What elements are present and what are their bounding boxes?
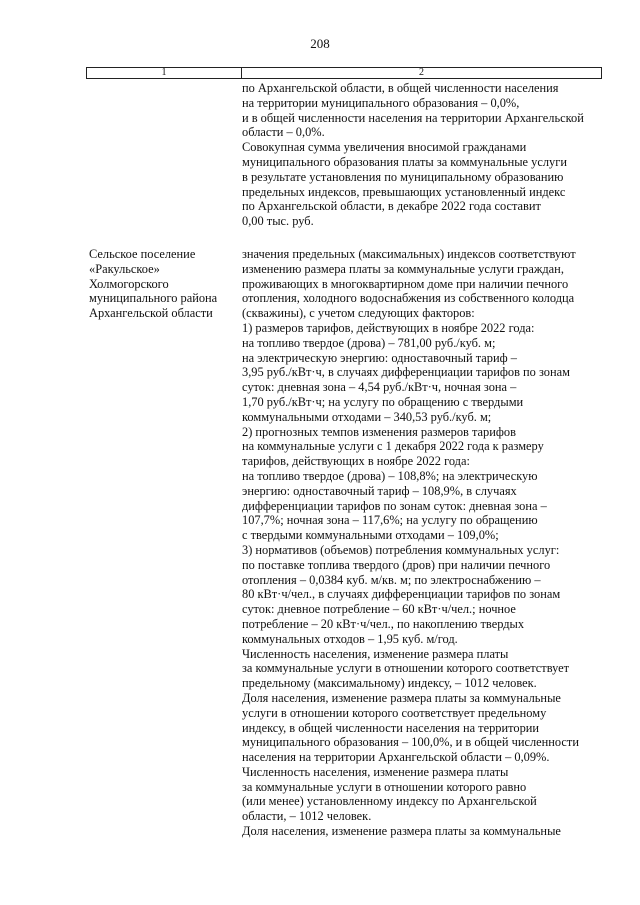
table-header-row [86, 67, 602, 79]
text-line: дифференциации тарифов по зонам суток: дневная зона – [242, 498, 547, 513]
text-line: энергию: одноставочный тариф – 108,9%, в случаях [242, 483, 517, 498]
text-line: изменению размера платы за коммунальные услуги граждан, [242, 261, 564, 276]
text-line: предельному (максимальному) индексу, – 1012 человек. [242, 676, 537, 691]
text-line: значения предельных (максимальных) индексов соответствуют [242, 247, 576, 261]
text-line: 80 кВт·ч/чел., в случаях дифференциации тарифов по зонам [242, 587, 561, 602]
text-line: на электрическую энергию: одноставочный тариф – [242, 350, 517, 365]
text-line: 1) размеров тарифов, действующих в ноябре 2022 года: [242, 320, 535, 335]
text-line: предельных индексов, превышающих установленный индекс [242, 184, 566, 199]
text-line: коммунальных отходов – 1,95 куб. м/год. [242, 631, 458, 646]
text-line: в результате установления по муниципальному образованию [242, 169, 564, 184]
text-line: за коммунальные услуги в отношении которого соответствует [242, 661, 570, 676]
text-line: на территории муниципального образования – 0,0%, [242, 95, 520, 110]
text-line: Совокупная сумма увеличения вносимой гражданами [242, 140, 527, 155]
text-line: 3) нормативов (объемов) потребления коммунальных услуг: [242, 542, 560, 557]
text-line: потребление – 20 кВт·ч/чел., по накоплению твердых [242, 616, 525, 631]
text-line: отопления – 0,0384 куб. м/кв. м; по электроснабжению – [242, 572, 541, 587]
text-line: 2) прогнозных темпов изменения размеров тарифов [242, 424, 516, 439]
text-line: по Архангельской области, в декабре 2022 года составит [242, 199, 541, 214]
text-line: муниципального образования – 100,0%, и в общей численности [242, 735, 579, 750]
text-line: по поставке топлива твердого (дров) при наличии печного [242, 557, 551, 572]
text-line: по Архангельской области, в общей численности населения [242, 81, 559, 95]
text-line: тарифов, действующих в ноябре 2022 года: [242, 454, 470, 469]
text-line: 1,70 руб./кВт·ч; на услугу по обращению с твердыми [242, 394, 524, 409]
text-line: проживающих в многоквартирном доме при наличии печного [242, 276, 569, 291]
text-line: (или менее) установленному индексу по Архангельской [242, 794, 537, 809]
text-line: 107,7%; ночная зона – 117,6%; на услугу по обращению [242, 513, 538, 528]
entity-line: Архангельской области [89, 306, 213, 321]
text-line: коммунальными отходами – 340,53 руб./куб. м; [242, 409, 492, 424]
page-number: 208 [310, 36, 330, 51]
text-line: области – 0,0%. [242, 125, 325, 140]
entity-line: «Ракульское» [89, 261, 160, 276]
entity-line: Холмогорского [89, 276, 169, 291]
table-header-col-1: 1 [87, 68, 242, 78]
text-line: с твердыми коммунальными отходами – 109,0%; [242, 528, 499, 543]
text-line: суток: дневное потребление – 60 кВт·ч/чел.; ночное [242, 602, 516, 617]
entity-line: муниципального района [89, 291, 218, 306]
text-line: области, – 1012 человек. [242, 809, 372, 824]
text-line: населения на территории Архангельской области – 0,09%. [242, 750, 550, 765]
text-line: на топливо твердое (дрова) – 781,00 руб./куб. м; [242, 335, 496, 350]
text-line: 3,95 руб./кВт·ч, в случаях дифференциации тарифов по зонам [242, 365, 570, 380]
text-line: Доля населения, изменение размера платы за коммунальные [242, 690, 561, 705]
main-text [242, 247, 602, 839]
entity-line: Сельское поселение [89, 247, 196, 261]
text-line: Численность населения, изменение размера платы [242, 646, 509, 661]
table-header-col-2: 2 [419, 67, 424, 78]
text-line: суток: дневная зона – 4,54 руб./кВт·ч, ночная зона – [242, 380, 517, 395]
text-line: услуги в отношении которого соответствует предельному [242, 705, 547, 720]
text-line: Численность населения, изменение размера платы [242, 764, 509, 779]
text-line: муниципального образования платы за коммунальные услуги [242, 154, 567, 169]
text-line: Доля населения, изменение размера платы за коммунальные [242, 824, 561, 839]
text-line: на топливо твердое (дрова) – 108,8%; на электрическую [242, 468, 538, 483]
text-line: (скважины), с учетом следующих факторов: [242, 306, 475, 321]
text-line: на коммунальные услуги с 1 декабря 2022 года к размеру [242, 439, 544, 454]
text-line: 0,00 тыс. руб. [242, 214, 314, 229]
text-line: за коммунальные услуги в отношении которого равно [242, 779, 527, 794]
continuation-text [242, 81, 602, 229]
text-line: и в общей численности населения на территории Архангельской [242, 110, 584, 125]
text-line: отопления, холодного водоснабжения из собственного колодца [242, 291, 575, 306]
text-line: индексу, в общей численности населения на территории [242, 720, 540, 735]
municipality-name [89, 247, 239, 321]
